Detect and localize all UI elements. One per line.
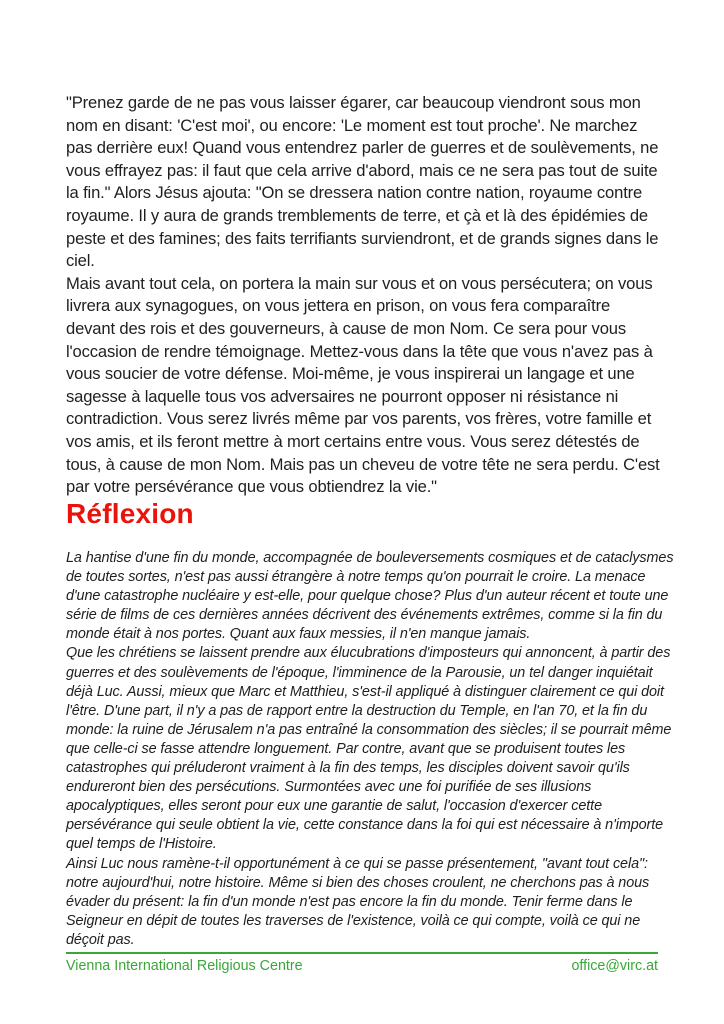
footer-organization: Vienna International Religious Centre [66,958,303,974]
page-footer [66,952,658,974]
gospel-paragraph-2: Mais avant tout cela, on portera la main sur vous et on vous persécutera; on vous livrera aux synagogues, on vous jettera en prison, on vous fera comparaître devant des rois et des gouverneurs, à cause de mon Nom. Ce sera pour vous l'occasion de rendre témoignage. Mettez-vous dans la tête que vous n'avez pas à vous soucier de votre défense. Moi-même, je vous inspirerai un langage et une sagesse à laquelle tous vos adversaires ne pourront opposer ni résistance ni contradiction. Vous serez livrés même par vos parents, vos frères, votre famille et vos amis, et ils feront mettre à mort certains entre vous. Vous serez détestés de tous, à cause de mon Nom. Mais pas un cheveu de votre tête ne sera perdu. C'est par votre persévérance que vous obtiendrez la vie." [66,273,660,497]
footer-row [66,958,658,974]
footer-divider [66,952,658,954]
reflexion-paragraph-3: Ainsi Luc nous ramène-t-il opportunément à ce qui se passe présentement, "avant tout cela": notre aujourd'hui, notre histoire. Même si bien des choses croulent, ne cherchons pas à nous évader du présent: la fin d'un monde n'est pas encore la fin du monde. Tenir ferme dans le Seigneur en dépit de toutes les traverses de l'existence, voilà ce qui compte, voilà ce qui ne déçoit pas. [66,855,650,948]
reflexion-paragraph-1: La hantise d'une fin du monde, accompagnée de bouleversements cosmiques et de cataclysmes de toutes sortes, n'est pas aussi étrangère à notre temps qu'on pourrait le croire. La menace d'une catastrophe nucléaire y est-elle, pour quelque chose? Plus d'un auteur récent et toute une série de films de ces dernières années décrivent des événements extrêmes, comme si la fin du monde était à nos portes. Quant aux faux messies, il n'en manque jamais. [66,550,674,643]
gospel-reading [66,92,662,499]
gospel-paragraph-1: "Prenez garde de ne pas vous laisser égarer, car beaucoup viendront sous mon nom en disant: 'C'est moi', ou encore: 'Le moment est tout proche'. Ne marchez pas derrière eux! Quand vous entendrez parler de guerres et de soulèvements, ne vous effrayez pas: il faut que cela arrive d'abord, mais ce ne sera pas tout de suite la fin." Alors Jésus ajouta: "On se dressera nation contre nation, royaume contre royaume. Il y aura de grands tremblements de terre, et çà et là des épidémies de peste et des famines; des faits terrifiants surviendront, et de grands signes dans le ciel. [66,93,659,271]
reflexion-heading: Réflexion [66,498,194,529]
reflexion-text [66,549,680,950]
footer-email-link[interactable]: office@virc.at [571,958,658,974]
reflexion-paragraph-2: Que les chrétiens se laissent prendre aux élucubrations d'imposteurs qui annoncent, à partir des guerres et des soulèvements de l'époque, l'imminence de la Parousie, un tel danger inquiétait déjà Luc. Aussi, mieux que Marc et Matthieu, s'est-il appliqué à distinguer clairement ce qui doit l'être. D'une part, il n'y a pas de rapport entre la destruction du Temple, en l'an 70, et la fin du monde: la ruine de Jérusalem n'a pas entraîné la consommation des siècles; il se pourrait même que celle-ci se fasse attendre longuement. Par contre, avant que se produisent toutes les catastrophes qui préluderont vraiment à la fin des temps, les disciples doivent savoir qu'ils endureront bien des persécutions. Surmontées avec une foi purifiée de ses illusions apocalyptiques, elles seront pour eux une garantie de salut, l'occasion d'exercer cette persévérance qui seule obtient la vie, cette constance dans la foi qui est nécessaire à n'importe quel temps de l'Histoire. [66,645,672,853]
